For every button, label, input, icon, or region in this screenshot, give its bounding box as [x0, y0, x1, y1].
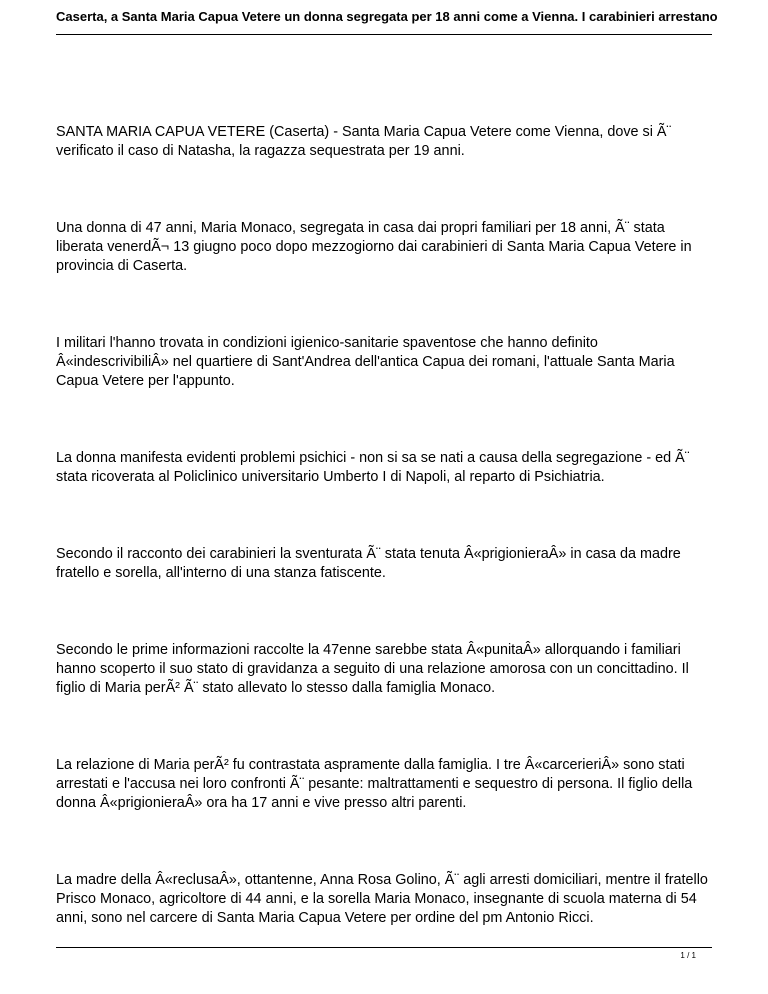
document-header-title: Caserta, a Santa Maria Capua Vetere un donna segregata per 18 anni come a Vienna. I carabinieri arrestano [56, 9, 718, 24]
footer-divider [56, 947, 712, 948]
article-paragraph: La madre della Â«reclusaÂ», ottantenne, Anna Rosa Golino, Ã¨ agli arresti domiciliari, mentre il fratello Prisco Monaco, agricoltore di 44 anni, e la sorella Maria Monaco, insegnante di scuola materna di 54 anni, sono nel carcere di Santa Maria Capua Vetere per ordine del pm Antonio Ricci. [56, 872, 708, 926]
article-paragraph: La relazione di Maria perÃ² fu contrastata aspramente dalla famiglia. I tre Â«carcerieriÂ» sono stati arrestati e l'accusa nei loro confronti Ã¨ pesante: maltrattamenti e sequestro di persona. Il figlio della donna Â«prigionieraÂ» ora ha 17 anni e vive presso altri parenti. [56, 757, 693, 811]
article-paragraph: Secondo il racconto dei carabinieri la sventurata Ã¨ stata tenuta Â«prigionieraÂ» in casa da madre fratello e sorella, all'interno di una stanza fatiscente. [56, 546, 681, 581]
header-divider [56, 34, 712, 35]
article-paragraph: Secondo le prime informazioni raccolte la 47enne sarebbe stata Â«punitaÂ» allorquando i familiari hanno scoperto il suo stato di gravidanza a seguito di una relazione amorosa con un concittadino. Il figlio di Maria perÃ² Ã¨ stato allevato lo stesso dalla famiglia Monaco. [56, 642, 689, 696]
article-paragraph: La donna manifesta evidenti problemi psichici - non si sa se nati a causa della segregazione - ed Ã¨ stata ricoverata al Policlinico universitario Umberto I di Napoli, al reparto di Psichiatria. [56, 450, 690, 485]
article-paragraph: SANTA MARIA CAPUA VETERE (Caserta) - Santa Maria Capua Vetere come Vienna, dove si Ã¨ verificato il caso di Natasha, la ragazza sequestrata per 19 anni. [56, 124, 672, 159]
article-body [56, 123, 712, 986]
article-paragraph: I militari l'hanno trovata in condizioni igienico-sanitarie spaventose che hanno definito Â«indescrivibiliÂ» nel quartiere di Sant'Andrea dell'antica Capua dei romani, l'attuale Santa Maria Capua Vetere per l'appunto. [56, 335, 675, 389]
article-paragraph: Una donna di 47 anni, Maria Monaco, segregata in casa dai propri familiari per 18 anni, Ã¨ stata liberata venerdÃ¬ 13 giugno poco dopo mezzogiorno dai carabinieri di Santa Maria Capua Vetere in provincia di Caserta. [56, 220, 692, 274]
page-number: 1 / 1 [680, 951, 696, 960]
